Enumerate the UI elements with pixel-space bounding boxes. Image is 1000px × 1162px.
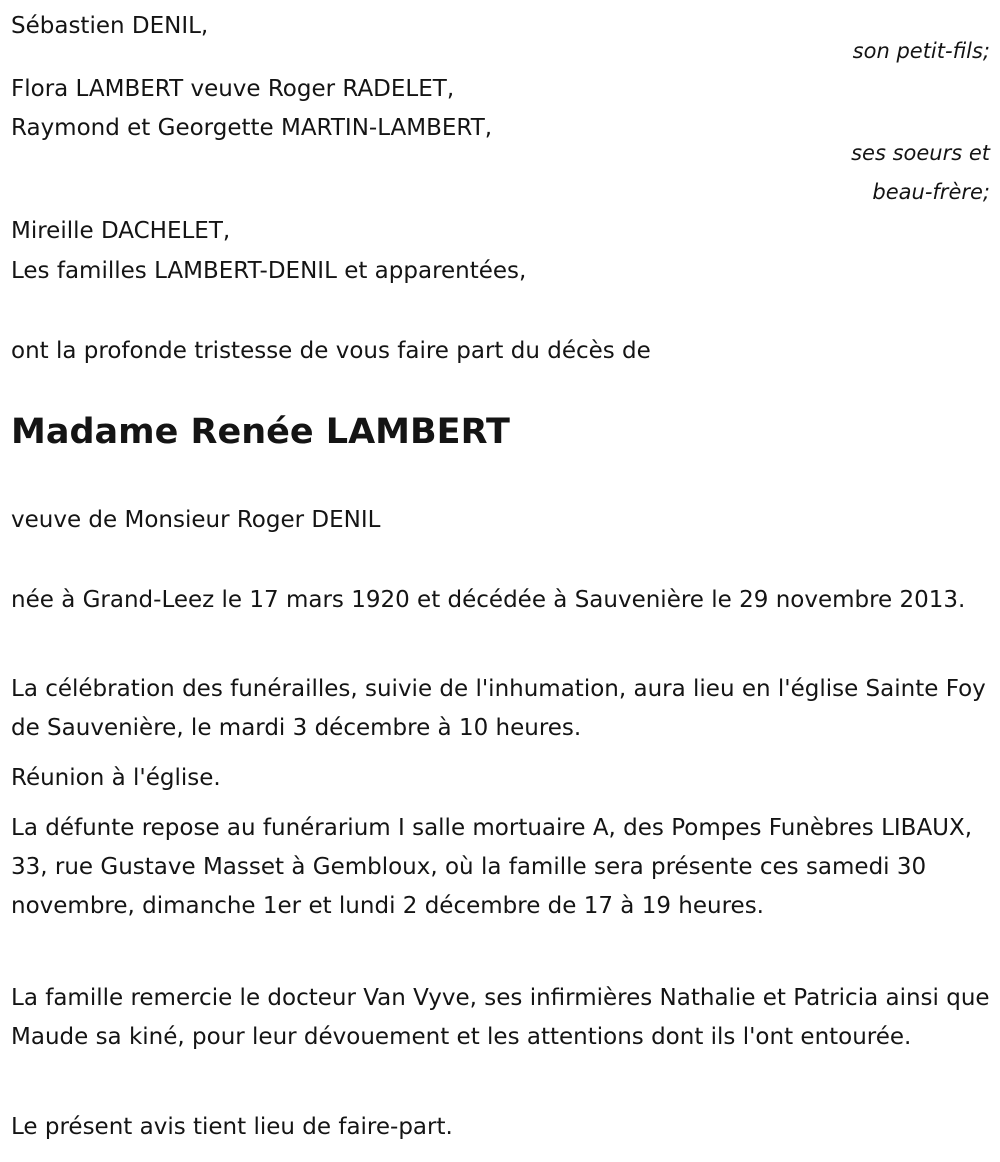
family-other-name-1: Mireille DACHELET, bbox=[11, 218, 231, 244]
family-sister-name-2: Raymond et Georgette MARTIN-LAMBERT, bbox=[11, 115, 493, 141]
family-sisters-role-line-1: ses soeurs et bbox=[851, 141, 990, 165]
paragraph-visitation: La défunte repose au funérarium I salle mortuaire A, des Pompes Funèbres LIBAUX, 33, rue Gustave Masset à Gembloux, où la famille sera présente ces samedi 30 novembre, dimanche 1er et lundi 2 décembre de 17 à 19 heures. bbox=[11, 815, 973, 919]
paragraph-thanks: La famille remercie le docteur Van Vyve, ses infirmières Nathalie et Patricia ainsi que Maude sa kiné, pour leur dévouement et les attentions dont ils l'ont entourée. bbox=[11, 985, 990, 1050]
family-grandson-name: Sébastien DENIL, bbox=[11, 13, 209, 39]
paragraph-meeting: Réunion à l'église. bbox=[11, 765, 221, 791]
announcement-text: ont la profonde tristesse de vous faire part du décès de bbox=[11, 338, 651, 364]
deceased-spouse: veuve de Monsieur Roger DENIL bbox=[11, 507, 381, 533]
paragraph-notice: Le présent avis tient lieu de faire-part. bbox=[11, 1114, 453, 1140]
paragraph-birth-death: née à Grand-Leez le 17 mars 1920 et décédée à Sauvenière le 29 novembre 2013. bbox=[11, 587, 966, 613]
family-grandson-role: son petit-fils; bbox=[852, 39, 990, 63]
family-sisters-role-line-2: beau-frère; bbox=[872, 180, 990, 204]
paragraph-ceremony: La célébration des funérailles, suivie de l'inhumation, aura lieu en l'église Sainte Foy de Sauvenière, le mardi 3 décembre à 10 heures. bbox=[11, 676, 986, 741]
family-sister-name-1: Flora LAMBERT veuve Roger RADELET, bbox=[11, 76, 455, 102]
deceased-name: Madame Renée LAMBERT bbox=[11, 412, 510, 452]
family-other-name-2: Les familles LAMBERT-DENIL et apparentées, bbox=[11, 258, 527, 284]
